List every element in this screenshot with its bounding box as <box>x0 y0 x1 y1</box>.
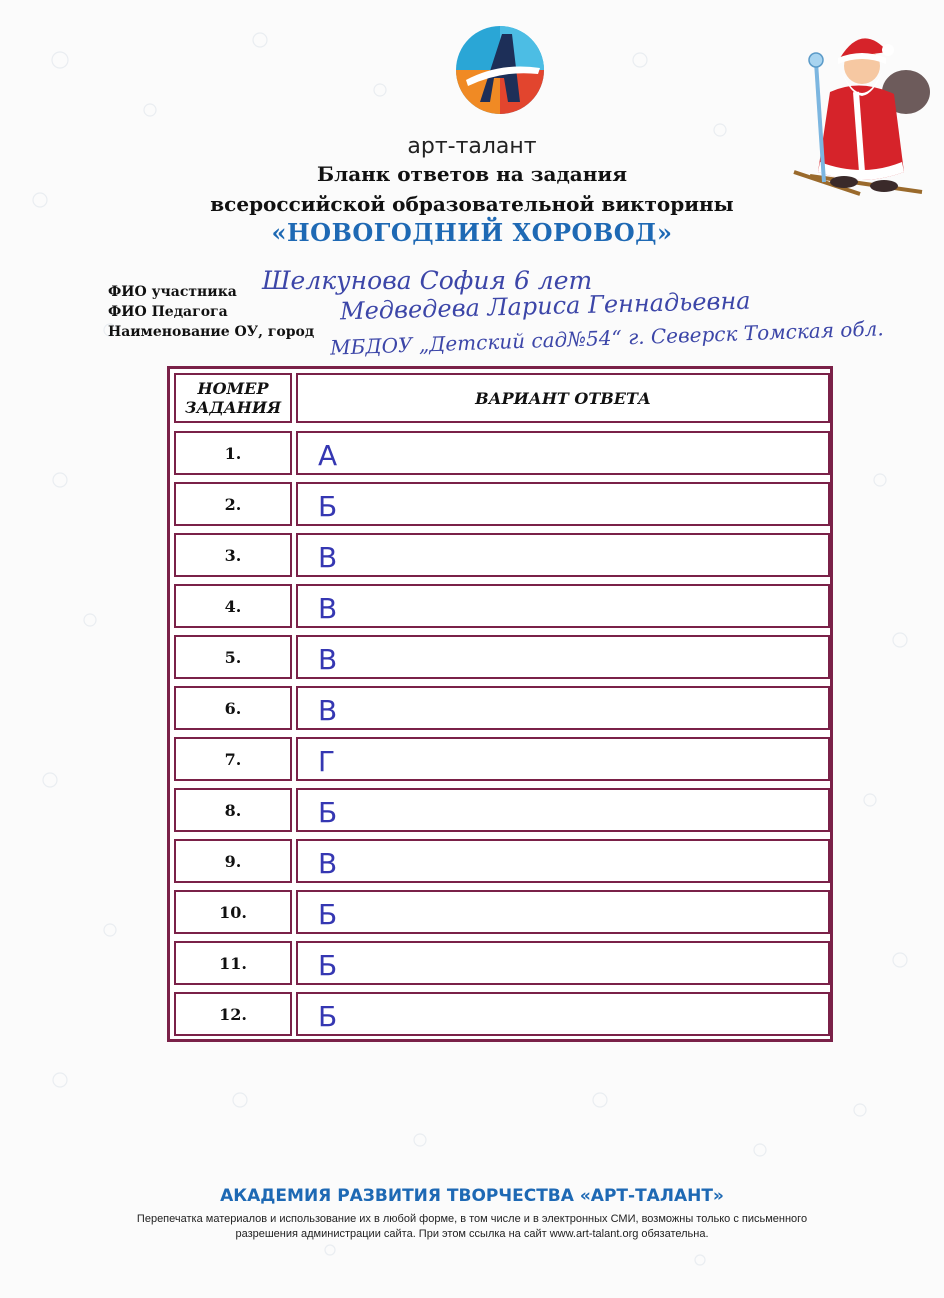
teacher-value: Медведева Лариса Геннадьевна <box>339 286 751 326</box>
table-row-number: 2. <box>174 482 292 526</box>
brand-name: арт-талант <box>407 134 537 159</box>
table-row-number: 12. <box>174 992 292 1036</box>
page-title-line1: Бланк ответов на задания <box>317 162 627 186</box>
page-title-line2: всероссийской образовательной викторины <box>210 192 734 216</box>
answer-value: В <box>318 541 338 574</box>
table-row-answer <box>296 992 830 1036</box>
table-row-answer <box>296 941 830 985</box>
answer-table <box>167 366 833 1042</box>
quiz-name: «НОВОГОДНИЙ ХОРОВОД» <box>271 218 673 247</box>
table-row-answer <box>296 839 830 883</box>
table-row-number: 10. <box>174 890 292 934</box>
table-row-answer <box>296 635 830 679</box>
answer-value: Б <box>318 796 338 829</box>
school-label: Наименование ОУ, город <box>108 324 315 340</box>
copyright-notice: Перепечатка материалов и использование их в любой форме, в том числе и в электронных СМИ, возможны только с письменного разрешения администрации сайта. При этом ссылка на сайт www.art-talant.org обязательна. <box>136 1213 808 1240</box>
table-row-number: 8. <box>174 788 292 832</box>
table-row-number: 9. <box>174 839 292 883</box>
art-talant-logo-icon <box>452 22 548 118</box>
table-row-answer <box>296 890 830 934</box>
table-row-answer <box>296 431 830 475</box>
answer-value: В <box>318 592 338 625</box>
table-row-answer <box>296 584 830 628</box>
table-row-number: 4. <box>174 584 292 628</box>
answer-value: Г <box>318 745 336 778</box>
table-row-answer <box>296 788 830 832</box>
table-row-number: 3. <box>174 533 292 577</box>
answer-value: В <box>318 847 338 880</box>
answer-value: В <box>318 694 338 727</box>
answer-column-header: ВАРИАНТ ОТВЕТА <box>296 373 830 423</box>
table-row-number: 1. <box>174 431 292 475</box>
participant-label: ФИО участника <box>108 284 237 300</box>
answer-value: В <box>318 643 338 676</box>
table-row-answer <box>296 686 830 730</box>
table-row-answer <box>296 482 830 526</box>
number-column-header: НОМЕР ЗАДАНИЯ <box>174 373 292 423</box>
academy-name: АКАДЕМИЯ РАЗВИТИЯ ТВОРЧЕСТВА «АРТ-ТАЛАНТ» <box>220 1186 724 1206</box>
school-value: МБДОУ „Детский сад№54“ г. Северск Томская обл. <box>329 316 885 360</box>
answer-value: Б <box>318 949 338 982</box>
answer-value: Б <box>318 1000 338 1033</box>
table-row-answer <box>296 737 830 781</box>
table-row-number: 7. <box>174 737 292 781</box>
santa-claus-icon <box>790 22 932 198</box>
participant-value: Шелкунова София 6 лет <box>262 266 593 295</box>
answer-value: Б <box>318 898 338 931</box>
table-row-answer <box>296 533 830 577</box>
answer-value: Б <box>318 490 338 523</box>
answer-value: А <box>318 439 338 472</box>
teacher-label: ФИО Педагога <box>108 304 228 320</box>
table-row-number: 6. <box>174 686 292 730</box>
table-row-number: 5. <box>174 635 292 679</box>
table-row-number: 11. <box>174 941 292 985</box>
